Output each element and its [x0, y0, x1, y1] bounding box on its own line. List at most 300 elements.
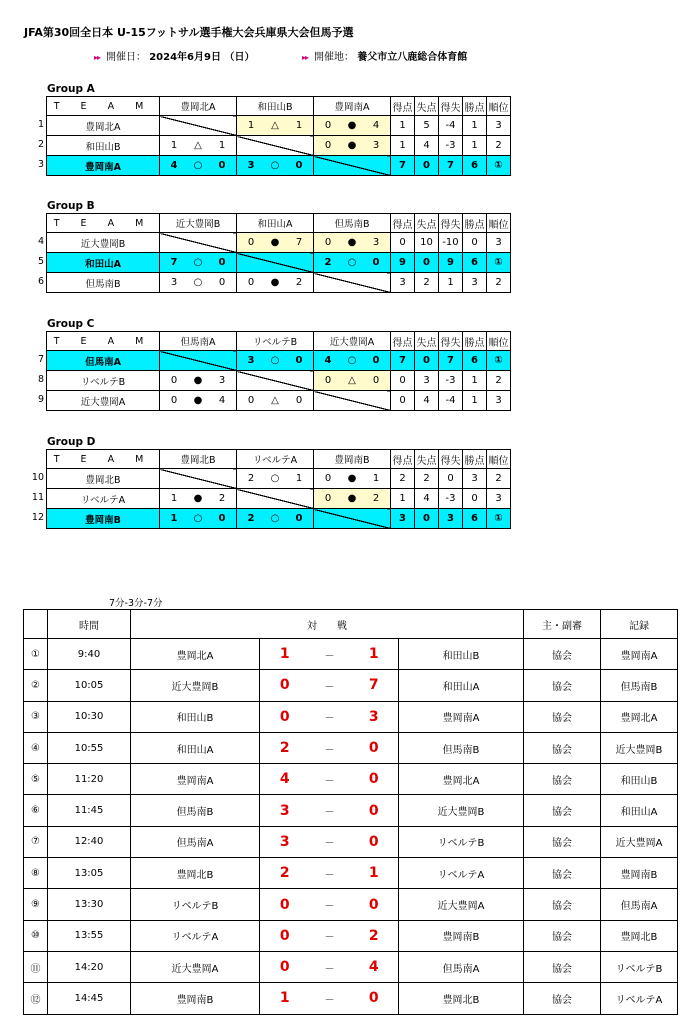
- goals-for: 3: [247, 355, 255, 366]
- header-opponent: 近大豊岡A: [314, 332, 391, 351]
- match-result-cell: [160, 273, 237, 293]
- match-time: 14:45: [48, 983, 131, 1014]
- goals-for: 0: [324, 120, 332, 131]
- match-number: ⑦: [24, 826, 48, 857]
- match-number: ⑩: [24, 920, 48, 951]
- result-symbol: ●: [347, 493, 357, 504]
- team-name: 豊岡北B: [47, 469, 160, 489]
- row-number: 8: [37, 374, 44, 385]
- header-rank: 順位: [487, 450, 511, 469]
- points: 1: [463, 116, 487, 136]
- header-team: T E A M: [47, 450, 160, 469]
- standing-row: [47, 469, 511, 489]
- standing-row: [47, 116, 511, 136]
- rank: ①: [487, 156, 511, 176]
- home-team: 和田山B: [131, 701, 260, 732]
- result-symbol: ●: [193, 395, 203, 406]
- result-symbol: ○: [270, 513, 280, 524]
- home-score: 1: [260, 639, 310, 670]
- rank: 2: [487, 469, 511, 489]
- standing-row: [47, 136, 511, 156]
- team-name: 和田山A: [47, 253, 160, 273]
- match-result-cell: [237, 469, 314, 489]
- record-team: 但馬南B: [601, 670, 678, 701]
- standing-row: [47, 156, 511, 176]
- goals-for: 0: [170, 375, 178, 386]
- score-dash: －: [310, 670, 350, 701]
- home-team: 近大豊岡A: [131, 951, 260, 982]
- home-score: 0: [260, 670, 310, 701]
- match-number: ①: [24, 639, 48, 670]
- header-pts-for: 得点: [391, 450, 415, 469]
- result-symbol: ○: [193, 277, 203, 288]
- goal-difference: 9: [439, 253, 463, 273]
- group-label: Group D: [47, 436, 96, 448]
- match-result-cell: [160, 253, 237, 273]
- header-pts-against: 失点: [415, 214, 439, 233]
- group-label: Group C: [47, 318, 95, 330]
- self-match-cell: [160, 351, 237, 371]
- match-time: 10:30: [48, 701, 131, 732]
- away-score: 3: [350, 701, 399, 732]
- arrow-icon: ▸▸: [94, 53, 101, 62]
- goal-difference: -3: [439, 136, 463, 156]
- points: 0: [463, 233, 487, 253]
- goal-difference: -10: [439, 233, 463, 253]
- goals-against: 2: [218, 493, 226, 504]
- result-symbol: ●: [347, 120, 357, 131]
- record-team: 和田山A: [601, 795, 678, 826]
- header-referee: 主・副審: [524, 610, 601, 639]
- match-result-cell: [237, 116, 314, 136]
- referee: 協会: [524, 795, 601, 826]
- away-team: 但馬南B: [399, 732, 524, 763]
- header-record: 記録: [601, 610, 678, 639]
- goals-conceded: 2: [415, 469, 439, 489]
- goals-against: 0: [295, 160, 303, 171]
- result-symbol: ●: [347, 237, 357, 248]
- group-header-row: [47, 332, 511, 351]
- standing-row: [47, 351, 511, 371]
- away-score: 1: [350, 639, 399, 670]
- header-diff: 得失: [439, 214, 463, 233]
- team-name: 但馬南B: [47, 273, 160, 293]
- score-dash: －: [310, 639, 350, 670]
- row-number: 10: [31, 472, 44, 483]
- record-team: 近大豊岡A: [601, 826, 678, 857]
- goals-for: 0: [247, 237, 255, 248]
- match-result-cell: [160, 156, 237, 176]
- referee: 協会: [524, 639, 601, 670]
- schedule-table: [23, 609, 678, 1015]
- score-dash: －: [310, 858, 350, 889]
- goals-conceded: 0: [415, 509, 439, 529]
- self-match-cell: [314, 156, 391, 176]
- group-header-row: [47, 214, 511, 233]
- goals-for: 0: [324, 493, 332, 504]
- home-team: リベルテB: [131, 889, 260, 920]
- result-symbol: ○: [193, 513, 203, 524]
- goals-scored: 1: [391, 489, 415, 509]
- goals-for: 1: [170, 513, 178, 524]
- self-match-cell: [237, 136, 314, 156]
- home-team: 但馬南B: [131, 795, 260, 826]
- result-symbol: △: [194, 140, 202, 151]
- rank: 2: [487, 136, 511, 156]
- team-name: 近大豊岡A: [47, 391, 160, 411]
- match-result-cell: [237, 509, 314, 529]
- date-info: [94, 48, 254, 63]
- header-opponent: 豊岡北B: [160, 450, 237, 469]
- match-result-cell: [160, 391, 237, 411]
- goals-scored: 3: [391, 273, 415, 293]
- goals-against: 1: [372, 473, 380, 484]
- header-pts-for: 得点: [391, 214, 415, 233]
- goals-against: 0: [295, 513, 303, 524]
- score-dash: －: [310, 701, 350, 732]
- away-team: 豊岡北B: [399, 983, 524, 1014]
- home-team: 豊岡北B: [131, 858, 260, 889]
- match-result-cell: [314, 489, 391, 509]
- match-result-cell: [314, 233, 391, 253]
- goals-conceded: 2: [415, 273, 439, 293]
- match-number: ⑤: [24, 764, 48, 795]
- score-dash: －: [310, 795, 350, 826]
- date-value: 2024年6月9日 （日）: [149, 52, 255, 63]
- score-dash: －: [310, 732, 350, 763]
- match-number: ⑨: [24, 889, 48, 920]
- away-team: 近大豊岡B: [399, 795, 524, 826]
- referee: 協会: [524, 889, 601, 920]
- self-match-cell: [314, 509, 391, 529]
- match-row: [24, 795, 678, 826]
- goal-difference: -3: [439, 371, 463, 391]
- goals-for: 2: [247, 513, 255, 524]
- record-team: 但馬南A: [601, 889, 678, 920]
- group-table: [46, 449, 511, 529]
- record-team: 豊岡南A: [601, 639, 678, 670]
- header-opponent: 但馬南A: [160, 332, 237, 351]
- home-score: 0: [260, 889, 310, 920]
- home-team: 豊岡南A: [131, 764, 260, 795]
- match-time: 14:20: [48, 951, 131, 982]
- header-points: 勝点: [463, 214, 487, 233]
- result-symbol: ○: [193, 257, 203, 268]
- self-match-cell: [160, 116, 237, 136]
- match-number: ④: [24, 732, 48, 763]
- match-number: ⑫: [24, 983, 48, 1014]
- row-number: 2: [37, 139, 44, 150]
- record-team: 和田山B: [601, 764, 678, 795]
- row-number: 5: [37, 256, 44, 267]
- result-symbol: ○: [270, 160, 280, 171]
- goals-for: 1: [247, 120, 255, 131]
- team-name: リベルテA: [47, 489, 160, 509]
- goal-difference: -4: [439, 116, 463, 136]
- match-number: ⑧: [24, 858, 48, 889]
- rank: 3: [487, 233, 511, 253]
- home-team: 但馬南A: [131, 826, 260, 857]
- group-label: Group A: [47, 83, 95, 95]
- record-team: 近大豊岡B: [601, 732, 678, 763]
- row-number: 7: [37, 354, 44, 365]
- self-match-cell: [160, 233, 237, 253]
- referee: 協会: [524, 826, 601, 857]
- away-team: 近大豊岡A: [399, 889, 524, 920]
- rank: 3: [487, 391, 511, 411]
- goals-against: 0: [218, 513, 226, 524]
- header-opponent: リベルテB: [237, 332, 314, 351]
- home-score: 1: [260, 983, 310, 1014]
- self-match-cell: [237, 253, 314, 273]
- goals-for: 2: [247, 473, 255, 484]
- score-dash: －: [310, 920, 350, 951]
- goals-against: 0: [218, 160, 226, 171]
- match-result-cell: [314, 371, 391, 391]
- goals-for: 1: [170, 493, 178, 504]
- team-name: 豊岡南A: [47, 156, 160, 176]
- group-table: [46, 96, 511, 176]
- result-symbol: ○: [193, 160, 203, 171]
- row-number: 3: [37, 159, 44, 170]
- goals-scored: 7: [391, 351, 415, 371]
- home-score: 3: [260, 826, 310, 857]
- home-score: 4: [260, 764, 310, 795]
- team-name: 但馬南A: [47, 351, 160, 371]
- self-match-cell: [160, 469, 237, 489]
- match-time: 11:45: [48, 795, 131, 826]
- self-match-cell: [314, 273, 391, 293]
- goals-for: 0: [324, 237, 332, 248]
- header-no: [24, 610, 48, 639]
- goal-difference: 7: [439, 351, 463, 371]
- header-points: 勝点: [463, 97, 487, 116]
- away-score: 0: [350, 732, 399, 763]
- header-diff: 得失: [439, 332, 463, 351]
- page-title: JFA第30回全日本 U-15フットサル選手権大会兵庫県大会但馬予選: [24, 26, 354, 39]
- match-row: [24, 732, 678, 763]
- goal-difference: 1: [439, 273, 463, 293]
- result-symbol: ○: [347, 257, 357, 268]
- team-name: リベルテB: [47, 371, 160, 391]
- away-team: リベルテA: [399, 858, 524, 889]
- header-time: 時間: [48, 610, 131, 639]
- match-result-cell: [314, 116, 391, 136]
- row-number: 1: [37, 119, 44, 130]
- goal-difference: 7: [439, 156, 463, 176]
- goals-conceded: 3: [415, 371, 439, 391]
- points: 1: [463, 391, 487, 411]
- match-result-cell: [237, 156, 314, 176]
- goals-scored: 1: [391, 136, 415, 156]
- home-score: 0: [260, 920, 310, 951]
- match-row: [24, 951, 678, 982]
- header-opponent: 和田山B: [237, 97, 314, 116]
- row-number: 4: [37, 236, 44, 247]
- away-team: 豊岡南B: [399, 920, 524, 951]
- header-points: 勝点: [463, 332, 487, 351]
- away-score: 7: [350, 670, 399, 701]
- goals-scored: 3: [391, 509, 415, 529]
- away-score: 0: [350, 795, 399, 826]
- referee: 協会: [524, 983, 601, 1014]
- venue-value: 養父市立八鹿総合体育館: [357, 52, 468, 63]
- match-result-cell: [160, 371, 237, 391]
- home-team: 近大豊岡B: [131, 670, 260, 701]
- self-match-cell: [237, 489, 314, 509]
- rank: ①: [487, 509, 511, 529]
- goals-conceded: 4: [415, 136, 439, 156]
- goal-difference: 0: [439, 469, 463, 489]
- match-result-cell: [237, 391, 314, 411]
- row-number: 12: [31, 512, 44, 523]
- match-time: 12:40: [48, 826, 131, 857]
- team-name: 豊岡北A: [47, 116, 160, 136]
- goals-scored: 9: [391, 253, 415, 273]
- away-score: 2: [350, 920, 399, 951]
- match-row: [24, 826, 678, 857]
- home-team: 和田山A: [131, 732, 260, 763]
- goals-scored: 7: [391, 156, 415, 176]
- away-team: 豊岡北A: [399, 764, 524, 795]
- result-symbol: △: [271, 120, 279, 131]
- header-pts-for: 得点: [391, 332, 415, 351]
- goals-for: 1: [170, 140, 178, 151]
- result-symbol: ●: [347, 473, 357, 484]
- record-team: リベルテB: [601, 951, 678, 982]
- goals-against: 1: [295, 120, 303, 131]
- header-opponent: リベルテA: [237, 450, 314, 469]
- goals-against: 0: [295, 395, 303, 406]
- score-dash: －: [310, 983, 350, 1014]
- goals-scored: 1: [391, 116, 415, 136]
- header-pts-for: 得点: [391, 97, 415, 116]
- away-score: 0: [350, 826, 399, 857]
- goals-against: 2: [295, 277, 303, 288]
- self-match-cell: [314, 391, 391, 411]
- points: 3: [463, 469, 487, 489]
- goals-against: 3: [218, 375, 226, 386]
- goals-against: 4: [372, 120, 380, 131]
- points: 0: [463, 489, 487, 509]
- score-dash: －: [310, 951, 350, 982]
- goals-against: 1: [295, 473, 303, 484]
- match-row: [24, 764, 678, 795]
- referee: 協会: [524, 858, 601, 889]
- team-name: 和田山B: [47, 136, 160, 156]
- match-result-cell: [237, 273, 314, 293]
- standing-row: [47, 509, 511, 529]
- rank: ①: [487, 351, 511, 371]
- header-rank: 順位: [487, 332, 511, 351]
- away-team: 和田山A: [399, 670, 524, 701]
- home-score: 2: [260, 858, 310, 889]
- header-rank: 順位: [487, 97, 511, 116]
- goals-against: 2: [372, 493, 380, 504]
- points: 3: [463, 273, 487, 293]
- goals-against: 0: [295, 355, 303, 366]
- away-score: 0: [350, 764, 399, 795]
- result-symbol: ●: [347, 140, 357, 151]
- group-table: [46, 331, 511, 411]
- result-symbol: △: [348, 375, 356, 386]
- match-number: ⑥: [24, 795, 48, 826]
- goals-against: 0: [218, 257, 226, 268]
- goals-conceded: 0: [415, 253, 439, 273]
- group-header-row: [47, 450, 511, 469]
- venue-label: 開催地：: [314, 52, 355, 63]
- goals-for: 0: [324, 375, 332, 386]
- goals-scored: 0: [391, 391, 415, 411]
- header-rank: 順位: [487, 214, 511, 233]
- row-number: 11: [31, 492, 44, 503]
- match-time: 10:05: [48, 670, 131, 701]
- result-symbol: ●: [270, 237, 280, 248]
- goals-against: 0: [372, 257, 380, 268]
- goal-difference: -4: [439, 391, 463, 411]
- result-symbol: ○: [270, 473, 280, 484]
- match-row: [24, 701, 678, 732]
- match-result-cell: [160, 489, 237, 509]
- group-header-row: [47, 97, 511, 116]
- points: 1: [463, 371, 487, 391]
- goals-against: 4: [218, 395, 226, 406]
- standing-row: [47, 273, 511, 293]
- home-score: 0: [260, 951, 310, 982]
- match-number: ⑪: [24, 951, 48, 982]
- header-opponent: 但馬南B: [314, 214, 391, 233]
- standing-row: [47, 489, 511, 509]
- self-match-cell: [237, 371, 314, 391]
- rank: ①: [487, 253, 511, 273]
- header-diff: 得失: [439, 97, 463, 116]
- record-team: 豊岡北A: [601, 701, 678, 732]
- header-team: T E A M: [47, 97, 160, 116]
- header-pts-against: 失点: [415, 450, 439, 469]
- goals-for: 2: [324, 257, 332, 268]
- points: 1: [463, 136, 487, 156]
- home-score: 0: [260, 701, 310, 732]
- header-pts-against: 失点: [415, 97, 439, 116]
- result-symbol: △: [271, 395, 279, 406]
- rank: 3: [487, 116, 511, 136]
- match-result-cell: [314, 351, 391, 371]
- away-score: 1: [350, 858, 399, 889]
- match-result-cell: [160, 136, 237, 156]
- goals-for: 0: [324, 140, 332, 151]
- match-row: [24, 639, 678, 670]
- goals-scored: 2: [391, 469, 415, 489]
- goals-for: 0: [170, 395, 178, 406]
- match-format: 7分-3分-7分: [109, 598, 163, 609]
- match-row: [24, 858, 678, 889]
- result-symbol: ●: [193, 493, 203, 504]
- result-symbol: ○: [270, 355, 280, 366]
- away-team: 但馬南A: [399, 951, 524, 982]
- match-result-cell: [237, 351, 314, 371]
- goals-conceded: 0: [415, 351, 439, 371]
- header-match: 対 戦: [131, 610, 524, 639]
- goals-scored: 0: [391, 233, 415, 253]
- away-score: 4: [350, 951, 399, 982]
- points: 6: [463, 351, 487, 371]
- goals-for: 4: [170, 160, 178, 171]
- team-name: 近大豊岡B: [47, 233, 160, 253]
- points: 6: [463, 156, 487, 176]
- goals-against: 3: [372, 237, 380, 248]
- goal-difference: 3: [439, 509, 463, 529]
- goals-for: 7: [170, 257, 178, 268]
